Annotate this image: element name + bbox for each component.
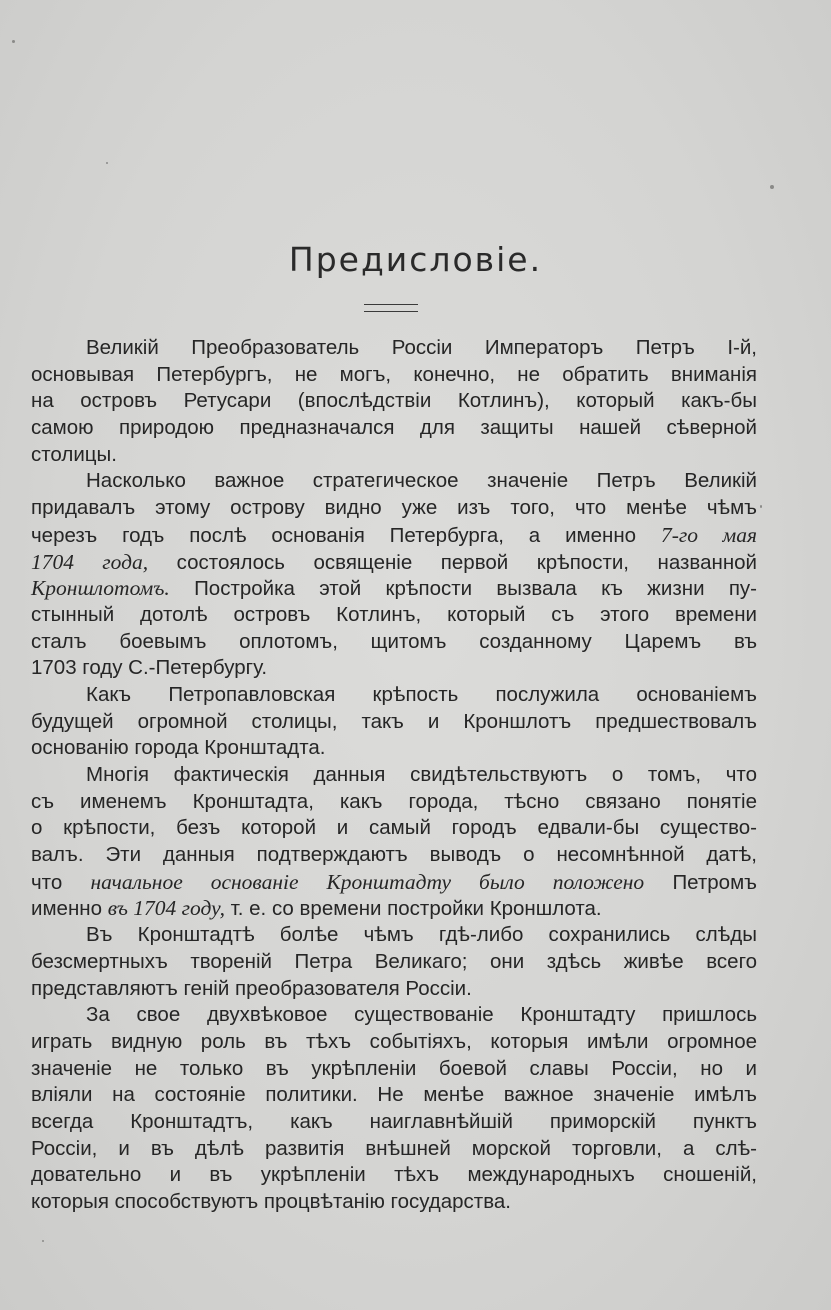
text-run: представляютъ геній преобразователя Россіи. bbox=[31, 976, 472, 1000]
text-run: Многія фактическія данныя свидѣтельствуютъ о томъ, что bbox=[86, 763, 757, 786]
paragraph bbox=[31, 335, 757, 468]
paragraph bbox=[31, 1002, 757, 1216]
text-line bbox=[31, 1109, 757, 1136]
paper-speck bbox=[42, 1240, 44, 1242]
text-run: безсмертныхъ твореній Петра Великаго; они здѣсь живѣе всего bbox=[31, 949, 757, 973]
text-line bbox=[31, 442, 757, 469]
text-line bbox=[31, 949, 757, 976]
text-run: состоялось освященіе первой крѣпости, названной bbox=[148, 550, 757, 574]
text-run: на островъ Ретусари (впослѣдствіи Котлинъ), который какъ-бы bbox=[31, 389, 757, 413]
text-line bbox=[31, 655, 757, 682]
text-run: 1703 году С.-Петербургу. bbox=[31, 656, 268, 680]
text-run: довательно и въ укрѣпленіи тѣхъ международныхъ сношеній, bbox=[31, 1163, 757, 1187]
text-line bbox=[31, 709, 757, 736]
text-line bbox=[31, 762, 757, 789]
text-line bbox=[31, 895, 757, 922]
text-run: т. е. со времени постройки Кроншлота. bbox=[224, 897, 602, 921]
text-line bbox=[31, 549, 757, 576]
text-run: столицы. bbox=[31, 442, 117, 466]
paper-speck bbox=[106, 162, 108, 164]
preface-body bbox=[31, 335, 757, 1216]
text-run: вліяли на состояніе политики. Не менѣе важное значеніе имѣлъ bbox=[31, 1083, 757, 1107]
text-line bbox=[31, 1082, 757, 1109]
text-line bbox=[31, 522, 757, 549]
text-line bbox=[31, 602, 757, 629]
text-line bbox=[31, 1002, 757, 1029]
paper-speck bbox=[760, 505, 762, 508]
text-run: Какъ Петропавловская крѣпость послужила основаніемъ bbox=[86, 682, 757, 706]
text-line bbox=[31, 629, 757, 656]
text-line bbox=[31, 976, 757, 1003]
text-run: За свое двухвѣковое существованіе Кронштадту пришлось bbox=[86, 1003, 757, 1027]
text-run: что bbox=[31, 870, 91, 894]
text-line bbox=[31, 1136, 757, 1163]
italic-text: 7-го мая bbox=[660, 522, 758, 547]
text-run: валъ. Эти данныя подтверждаютъ выводъ о несомнѣнной датѣ, bbox=[31, 843, 757, 867]
italic-text: Кроншлотомъ. bbox=[31, 576, 170, 601]
text-run: основанію города Кронштадта. bbox=[31, 736, 326, 760]
text-run: именно bbox=[31, 897, 108, 921]
text-run: съ именемъ Кронштадта, какъ города, тѣсно связано понятіе bbox=[31, 789, 757, 813]
text-line bbox=[31, 842, 757, 869]
text-run: о крѣпости, безъ которой и самый городъ едвали-бы существо- bbox=[31, 816, 757, 840]
paragraph bbox=[31, 762, 757, 922]
text-line bbox=[31, 789, 757, 816]
text-run: которыя способствуютъ процвѣтанію государства. bbox=[31, 1190, 511, 1213]
text-line bbox=[31, 922, 757, 949]
text-run: придавалъ этому острову видно уже изъ того, что менѣе чѣмъ bbox=[31, 496, 757, 520]
text-run: значеніе не только въ укрѣпленіи боевой славы Россіи, но и bbox=[31, 1056, 757, 1080]
paragraph bbox=[31, 922, 757, 1002]
text-line bbox=[31, 495, 757, 522]
text-line bbox=[31, 335, 757, 362]
paragraph bbox=[31, 468, 757, 682]
paper-speck bbox=[770, 185, 774, 189]
text-line bbox=[31, 735, 757, 762]
italic-text: 1704 года, bbox=[31, 549, 149, 574]
text-run: сталъ боевымъ оплотомъ, щитомъ созданному Царемъ въ bbox=[31, 629, 757, 653]
text-run: Петромъ bbox=[644, 870, 757, 894]
text-run: черезъ годъ послѣ основанія Петербурга, а именно bbox=[31, 523, 661, 547]
text-line bbox=[31, 869, 757, 896]
text-line bbox=[31, 1162, 757, 1189]
text-line bbox=[31, 575, 757, 602]
text-run: Постройка этой крѣпости вызвала къ жизни пу- bbox=[169, 577, 757, 601]
text-run: Великій Преобразователь Россіи Императоръ Петръ І-й, bbox=[86, 336, 757, 359]
text-line bbox=[31, 388, 757, 415]
italic-text: въ 1704 году, bbox=[107, 896, 225, 921]
text-line bbox=[31, 362, 757, 389]
text-run: основывая Петербургъ, не могъ, конечно, не обратить вниманія bbox=[31, 362, 757, 386]
text-run: самою природою предназначался для защиты нашей сѣверной bbox=[31, 416, 757, 440]
paper-speck bbox=[12, 40, 15, 43]
title-divider bbox=[364, 304, 418, 312]
text-run: будущей огромной столицы, такъ и Кроншлотъ предшествовалъ bbox=[31, 709, 757, 733]
text-line bbox=[31, 468, 757, 495]
text-line bbox=[31, 815, 757, 842]
text-run: стынный дотолѣ островъ Котлинъ, который съ этого времени bbox=[31, 602, 757, 626]
text-line bbox=[31, 1029, 757, 1056]
text-run: Насколько важное стратегическое значеніе Петръ Великій bbox=[86, 469, 757, 493]
text-run: Въ Кронштадтѣ болѣе чѣмъ гдѣ-либо сохранились слѣды bbox=[86, 923, 757, 947]
page-title: Предисловіе. bbox=[288, 240, 543, 279]
italic-text: начальное основаніе Кронштадту было положено bbox=[90, 869, 645, 894]
paragraph bbox=[31, 682, 757, 762]
text-run: всегда Кронштадтъ, какъ наиглавнѣйшій приморскій пунктъ bbox=[31, 1109, 757, 1133]
text-run: играть видную роль въ тѣхъ событіяхъ, которыя имѣли огромное bbox=[31, 1029, 757, 1053]
text-line bbox=[31, 1189, 757, 1216]
text-run: Россіи, и въ дѣлѣ развитія внѣшней морской торговли, а слѣ- bbox=[31, 1136, 757, 1160]
text-line bbox=[31, 415, 757, 442]
text-line bbox=[31, 682, 757, 709]
text-line bbox=[31, 1056, 757, 1083]
